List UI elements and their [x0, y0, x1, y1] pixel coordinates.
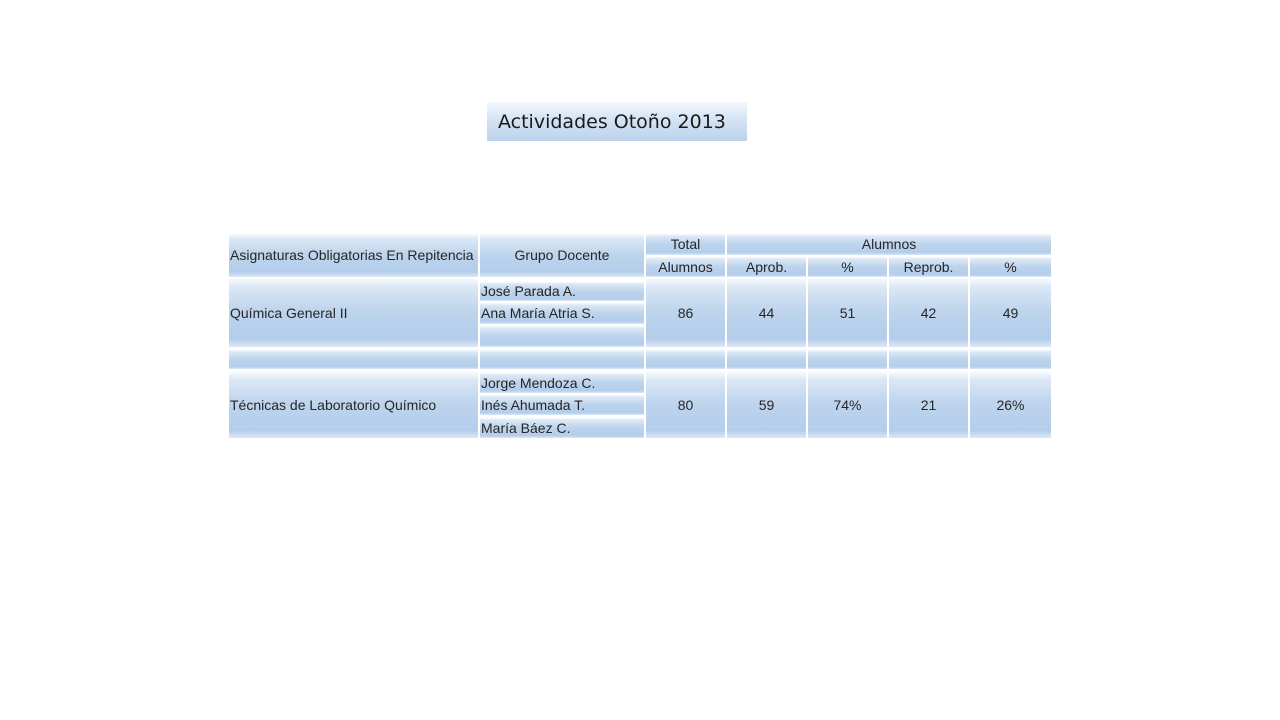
- row2-approved-pct: 74%: [808, 372, 887, 438]
- spacer-cell: [229, 350, 478, 369]
- page-title: [487, 102, 747, 141]
- row2-failed: 21: [889, 372, 968, 438]
- spacer-cell: [889, 350, 968, 369]
- row2-teacher-1: Jorge Mendoza C.: [480, 373, 644, 393]
- row1-failed-pct: 49: [970, 279, 1051, 347]
- row2-subject: Técnicas de Laboratorio Químico: [229, 372, 478, 438]
- row1-failed: 42: [889, 279, 968, 347]
- row1-approved-pct: 51: [808, 279, 887, 347]
- spacer-cell: [646, 350, 725, 369]
- row1-subject: Química General II: [229, 279, 478, 347]
- row2-failed-pct: 26%: [970, 372, 1051, 438]
- row2-approved: 59: [727, 372, 806, 438]
- header-subject: Asignaturas Obligatorias En Repitencia: [229, 234, 478, 277]
- row1-teacher-2: Ana María Atria S.: [480, 303, 644, 324]
- row2-teacher-2: Inés Ahumada T.: [480, 395, 644, 415]
- row1-approved: 44: [727, 279, 806, 347]
- page-title-text: Actividades Otoño 2013: [498, 110, 726, 133]
- spacer-cell: [808, 350, 887, 369]
- header-failed: Reprob.: [889, 257, 968, 277]
- spacer-cell: [480, 350, 644, 369]
- header-total-bottom: Alumnos: [646, 257, 725, 277]
- row2-teacher-3: María Báez C.: [480, 418, 644, 438]
- header-approved: Aprob.: [727, 257, 806, 277]
- row1-total: 86: [646, 279, 725, 347]
- header-students: Alumnos: [727, 234, 1051, 255]
- header-failed-pct: %: [970, 257, 1051, 277]
- spacer-cell: [970, 350, 1051, 369]
- row1-teacher-1: José Parada A.: [480, 282, 644, 301]
- header-approved-pct: %: [808, 257, 887, 277]
- row1-teacher-3: [480, 326, 644, 347]
- header-total-top: Total: [646, 234, 725, 255]
- row2-total: 80: [646, 372, 725, 438]
- spacer-cell: [727, 350, 806, 369]
- header-group: Grupo Docente: [480, 234, 644, 277]
